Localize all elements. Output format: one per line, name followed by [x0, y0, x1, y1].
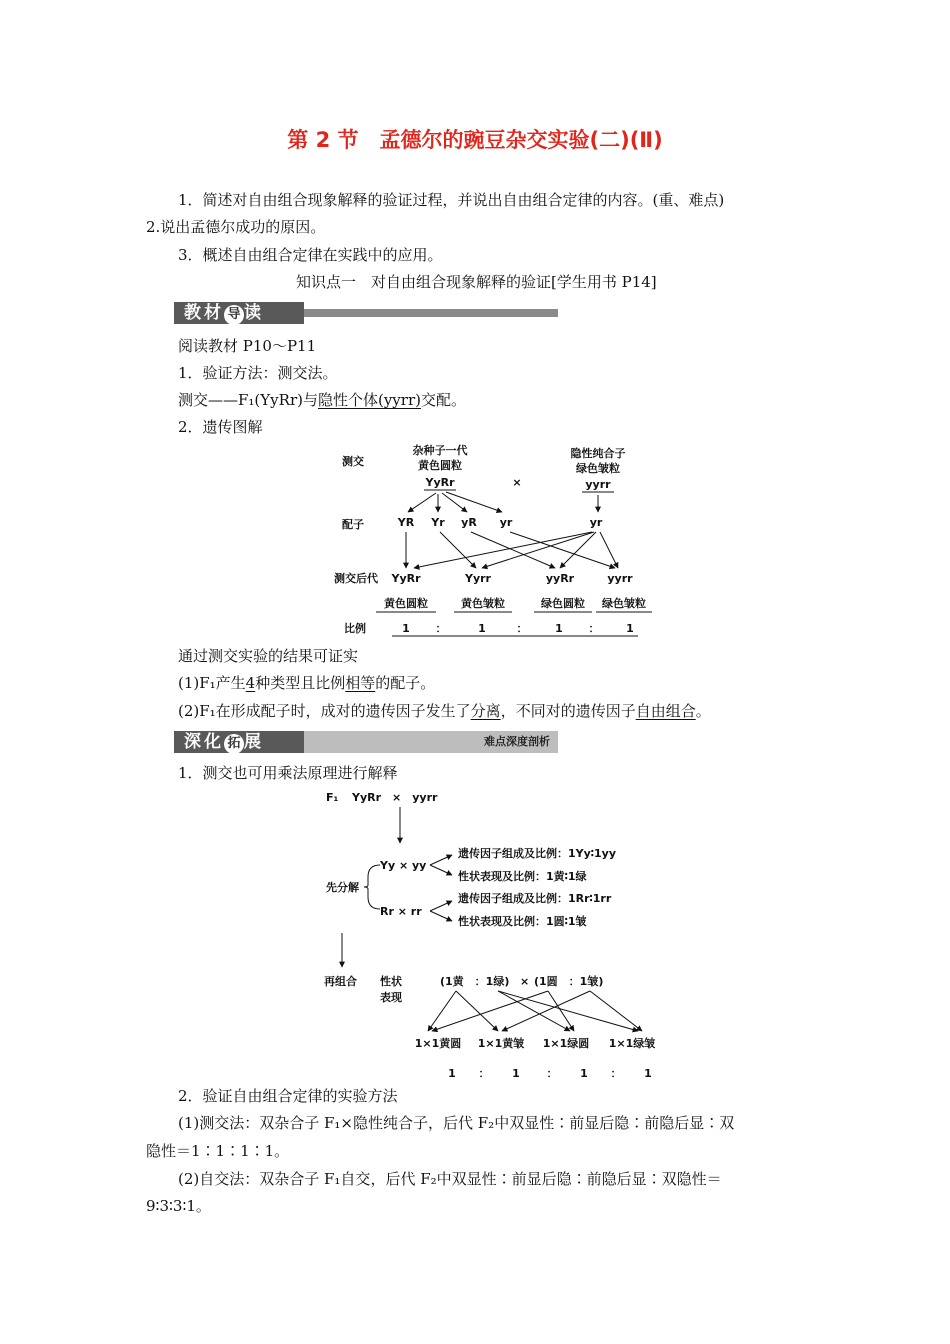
arrow-result-1a: [428, 991, 456, 1031]
phenotype-2: 黄色皱粒: [461, 597, 505, 610]
recombine-label: 再组合: [324, 975, 357, 988]
ratio2-2: 1: [512, 1067, 520, 1080]
ratio-sep-1: ：: [435, 622, 447, 635]
pair2: Rr × rr: [380, 905, 422, 918]
phenotype-1: 黄色圆粒: [384, 597, 428, 610]
conclusion-1-underlined-2: 相等: [345, 674, 376, 692]
result-1: 1×1黄圆: [414, 1037, 462, 1050]
row-label-ratio: 比例: [344, 622, 366, 635]
conclusion-intro: 通过测交实验的结果可证实: [178, 647, 359, 665]
method-1-line-2: 隐性＝1∶1∶1∶1。: [146, 1142, 290, 1160]
ratio-sep-3: ：: [588, 622, 600, 635]
pair1-genotype: 遗传因子组成及比例：1Yy∶1yy: [458, 847, 617, 860]
arrow-offspring-4: [510, 532, 615, 568]
conclusion-1-underlined-1: 4: [245, 674, 256, 692]
point-2: 2．验证自由组合定律的实验方法: [178, 1087, 398, 1105]
arrow-result-2b: [498, 991, 638, 1031]
conclusion-2-underlined-2: 自由组合: [635, 702, 696, 720]
offspring-1: YyRr: [391, 572, 421, 585]
f1-cross: YyRr × yyrr: [352, 791, 438, 804]
row-label-offspring: 测交后代: [334, 572, 378, 585]
testcross-suffix: 交配。: [420, 391, 466, 409]
conclusion-2-b: ，不同对的遗传因子: [500, 702, 636, 720]
ratio2-sep-2: ：: [546, 1067, 558, 1080]
trait-label-2: 表现: [380, 991, 402, 1004]
gamete-YR: YR: [397, 516, 415, 529]
result-4: 1×1绿皱: [608, 1037, 656, 1050]
multiplication-diagram: [320, 785, 660, 1085]
offspring-3: yyRr: [545, 572, 575, 585]
cross-sign: ×: [512, 476, 522, 489]
phenotype-4: 绿色皱粒: [602, 597, 646, 610]
method-line: 1．验证方法：测交法。: [178, 364, 338, 382]
method-2-line-2: 9∶3∶3∶1。: [146, 1197, 211, 1215]
parent1-genotype: YyRr: [425, 476, 455, 489]
banner-subtitle: 难点深度剖析: [480, 731, 554, 753]
parent1-line1: 杂种子一代: [412, 444, 468, 457]
banner-text-b: 展: [244, 732, 264, 752]
ratio-2: 1: [478, 622, 486, 635]
arrow-pair1-geno: [430, 855, 452, 865]
objective-2: 2.说出孟德尔成功的原因。: [146, 218, 326, 236]
ratio-3: 1: [555, 622, 563, 635]
objective-3: 3．概述自由组合定律在实践中的应用。: [178, 246, 443, 264]
formula-right: (1圆 ：1皱): [534, 975, 604, 988]
conclusion-1-c: 的配子。: [375, 674, 436, 692]
point-1: 1．测交也可用乘法原理进行解释: [178, 764, 398, 782]
ratio2-1: 1: [448, 1067, 456, 1080]
banner-title: [184, 302, 264, 325]
banner-deepen-extend: [174, 731, 558, 753]
gamete-yr: yr: [499, 516, 513, 529]
result-3: 1×1绿圆: [542, 1037, 590, 1050]
arrow-gamete-YR: [408, 493, 436, 512]
ratio2-3: 1: [580, 1067, 588, 1080]
trait-label-1: 性状: [380, 975, 402, 988]
ratio-sep-2: ：: [516, 622, 528, 635]
parent2-genotype: yyrr: [585, 478, 611, 491]
testcross-prefix: 测交——F₁(YyRr)与: [178, 391, 318, 409]
diagram-heading: 2．遗传图解: [178, 418, 263, 436]
banner-circle-glyph: 拓: [224, 734, 244, 754]
read-text: 阅读教材 P10～P11: [178, 337, 317, 355]
phenotype-3: 绿色圆粒: [541, 597, 585, 610]
banner-title: [184, 731, 264, 754]
formula-times: ×: [520, 975, 530, 988]
objective-1: 1．简述对自由组合现象解释的验证过程，并说出自由组合定律的内容。(重、难点): [178, 191, 725, 209]
conclusion-2-a: (2)F₁在形成配子时，成对的遗传因子发生了: [178, 702, 471, 720]
arrow-pair2-geno: [430, 901, 452, 911]
offspring-2: Yyrr: [465, 572, 491, 585]
conclusion-1-b: 种类型且比例: [255, 674, 346, 692]
conclusion-2-c: 。: [695, 702, 711, 720]
conclusion-1: [178, 673, 435, 693]
testcross-underlined: 隐性个体(yyrr): [317, 391, 421, 409]
ratio2-4: 1: [644, 1067, 652, 1080]
pair1: Yy × yy: [380, 859, 427, 872]
pair2-phenotype: 性状表现及比例：1圆∶1皱: [458, 915, 587, 928]
arrow-result-4a: [502, 991, 590, 1031]
result-2: 1×1黄皱: [477, 1037, 525, 1050]
ratio2-sep-1: ：: [478, 1067, 490, 1080]
row-label-testcross: 测交: [342, 455, 364, 468]
arrow-offspring-6: [482, 532, 594, 568]
decompose-label: 先分解: [326, 881, 359, 894]
ratio-1: 1: [402, 622, 410, 635]
pair1-phenotype: 性状表现及比例：1黄∶1绿: [458, 870, 587, 883]
testcross-diagram: [330, 440, 660, 640]
gamete2-yr: yr: [589, 516, 603, 529]
banner-text-a: 教材: [184, 303, 224, 323]
ratio2-sep-3: ：: [610, 1067, 622, 1080]
arrow-result-3a: [432, 991, 548, 1031]
arrow-offspring-3: [471, 532, 555, 568]
decompose-brace: [364, 865, 380, 909]
knowledge-point-heading: 知识点一 对自由组合现象解释的验证[学生用书 P14]: [296, 273, 657, 291]
banner-text-a: 深化: [184, 732, 224, 752]
arrow-result-1b: [456, 991, 498, 1031]
banner-text-b: 读: [244, 303, 264, 323]
page-title: 第 2 节 孟德尔的豌豆杂交实验(二)(Ⅱ): [287, 128, 663, 152]
ratio-4: 1: [626, 622, 634, 635]
conclusion-2-underlined-1: 分离: [470, 702, 501, 720]
arrow-pair1-pheno: [430, 865, 452, 875]
arrow-offspring-8: [600, 532, 618, 568]
arrow-offspring-2: [440, 532, 476, 568]
gamete-Yr: Yr: [431, 516, 445, 529]
parent2-line2: 绿色皱粒: [576, 462, 620, 475]
parent2-line1: 隐性纯合子: [570, 447, 626, 460]
banner-bar: [294, 309, 558, 317]
f1-label: F₁: [326, 791, 339, 804]
arrow-gamete-yR: [442, 493, 467, 512]
conclusion-1-a: (1)F₁产生: [178, 674, 246, 692]
offspring-4: yyrr: [607, 572, 633, 585]
arrow-result-2a: [498, 991, 570, 1031]
gamete-yR: yR: [461, 516, 477, 529]
row-label-gamete: 配子: [342, 518, 364, 531]
banner-circle-glyph: 导: [224, 305, 244, 325]
parent1-line2: 黄色圆粒: [418, 459, 462, 472]
method-1-line-1: (1)测交法：双杂合子 F₁×隐性纯合子，后代 F₂中双显性∶前显后隐∶前隐后显∶双: [178, 1114, 735, 1132]
banner-textbook-reading: [174, 302, 558, 324]
arrow-pair2-pheno: [430, 911, 452, 921]
arrow-result-3b: [548, 991, 574, 1031]
conclusion-2: [178, 701, 711, 721]
formula-left: (1黄 ：1绿): [440, 975, 510, 988]
method-2-line-1: (2)自交法：双杂合子 F₁自交，后代 F₂中双显性∶前显后隐∶前隐后显∶双隐性＝: [178, 1170, 722, 1188]
testcross-line: [178, 390, 466, 410]
pair2-genotype: 遗传因子组成及比例：1Rr∶1rr: [458, 892, 612, 905]
